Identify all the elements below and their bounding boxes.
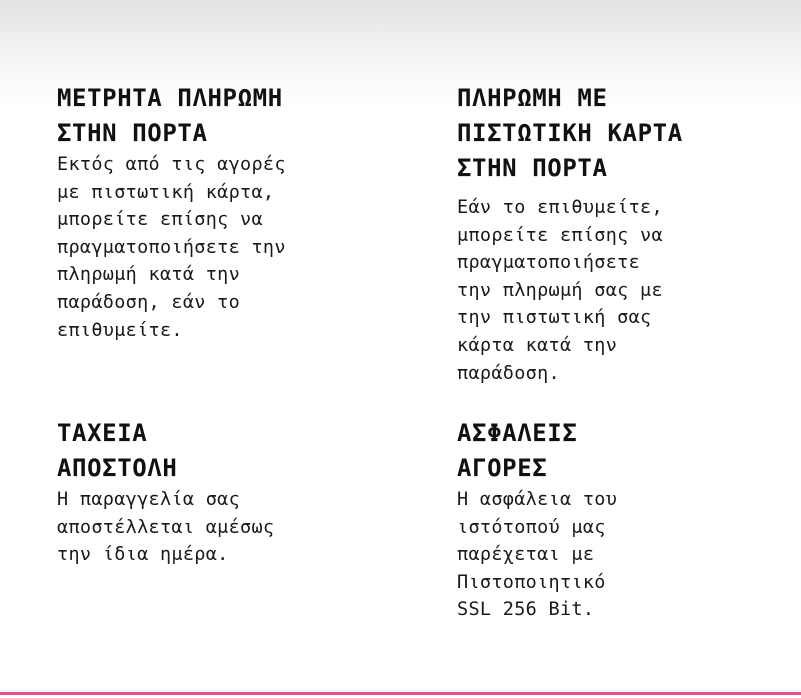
feature-title: ΠΛΗΡΩΜΗ ΜΕ ΠΙΣΤΩΤΙΚΗ ΚΑΡΤΑ ΣΤΗΝ ΠΟΡΤΑ [457, 84, 683, 182]
feature-title: ΤΑΧΕΙΑ ΑΠΟΣΤΟΛΗ [57, 419, 178, 482]
feature-fast-shipping [57, 416, 377, 569]
feature-cash-on-delivery [57, 81, 377, 344]
feature-card-on-delivery [457, 81, 777, 387]
feature-title: ΜΕΤΡΗΤΑ ΠΛΗΡΩΜΗ ΣΤΗΝ ΠΟΡΤΑ [57, 84, 283, 147]
feature-description: Εκτός από τις αγορές με πιστωτική κάρτα, μπορείτε επίσης να πραγματοποιήσετε την πληρωμή κατά την παράδοση, εάν το επιθυμείτε. [57, 154, 286, 341]
feature-secure-shopping [457, 416, 777, 624]
feature-title: ΑΣΦΑΛΕΙΣ ΑΓΟΡΕΣ [457, 419, 578, 482]
feature-description: Η παραγγελία σας αποστέλλεται αμέσως την ίδια ημέρα. [57, 489, 275, 566]
feature-description: Εάν το επιθυμείτε, μπορείτε επίσης να πραγματοποιήσετε την πληρωμή σας με την πιστωτική σας κάρτα κατά την παράδοση. [457, 197, 663, 384]
feature-description: Η ασφάλεια του ιστότοπού μας παρέχεται με Πιστοποιητικό SSL 256 Bit. [457, 489, 618, 621]
accent-divider-line [0, 692, 801, 695]
